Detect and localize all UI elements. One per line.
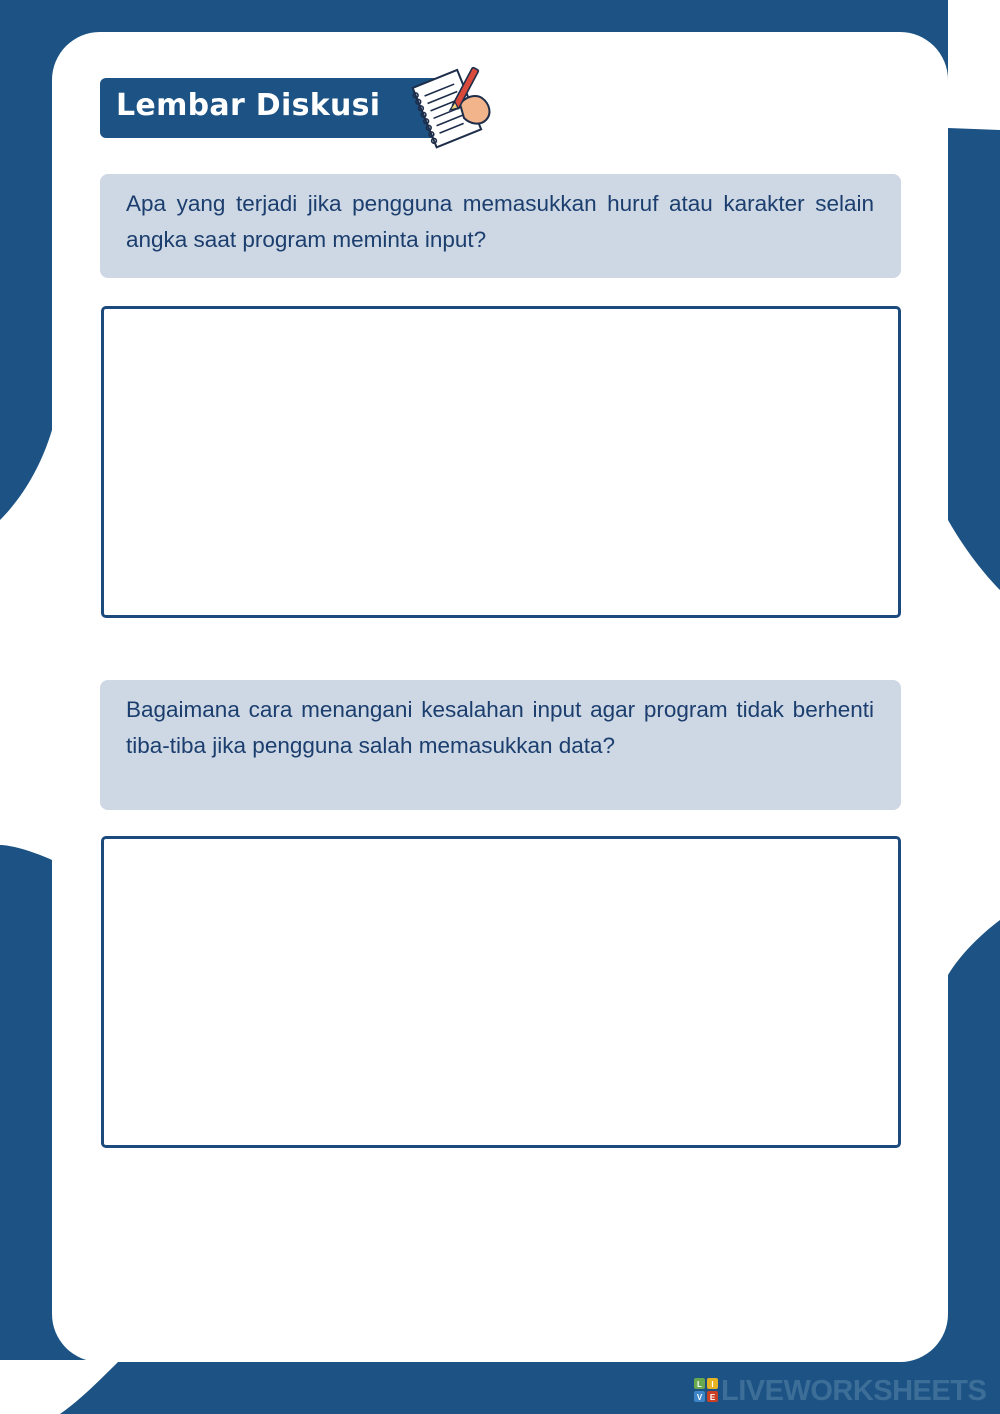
mark-letter-v: V <box>696 1393 703 1402</box>
mark-letter-i: I <box>711 1380 714 1389</box>
liveworksheets-mark-icon <box>694 1378 718 1402</box>
mark-letter-l: L <box>697 1380 702 1389</box>
writing-hand-notepad-icon <box>400 58 500 150</box>
question-1: Apa yang terjadi jika pengguna memasukkan huruf atau karakter selain angka saat program meminta input? <box>100 174 901 278</box>
mark-letter-e: E <box>709 1393 716 1402</box>
liveworksheets-logo[interactable] <box>694 1376 990 1406</box>
liveworksheets-brand-text: LIVEWORKSHEETS <box>721 1375 987 1407</box>
page-title: Lembar Diskusi <box>116 88 381 123</box>
question-2: Bagaimana cara menangani kesalahan input agar program tidak berhenti tiba-tiba jika pengguna salah memasukkan data? <box>100 680 901 810</box>
answer-box-2[interactable] <box>101 836 901 1148</box>
answer-box-1[interactable] <box>101 306 901 618</box>
